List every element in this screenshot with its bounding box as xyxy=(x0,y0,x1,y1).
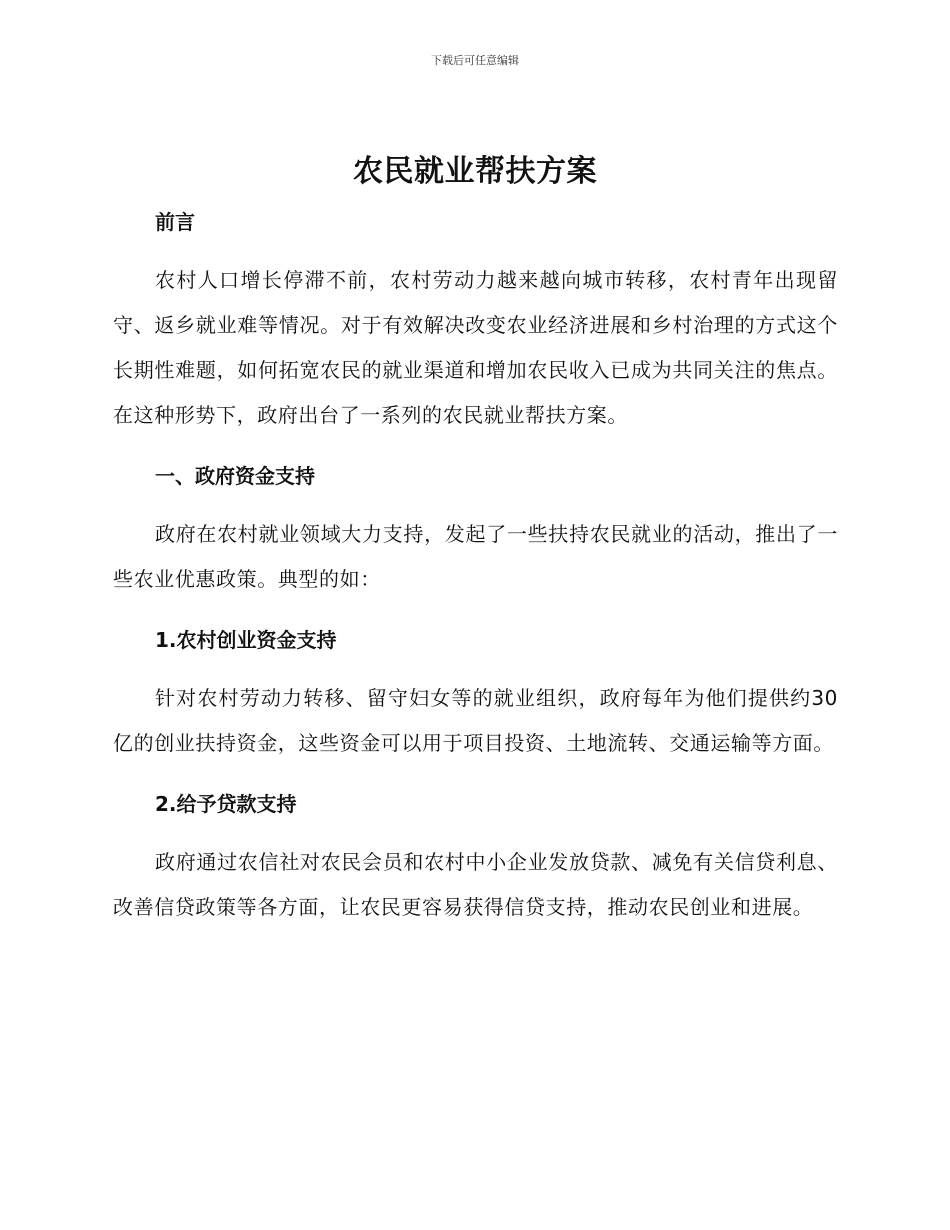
document-body xyxy=(113,200,838,930)
spacer xyxy=(113,827,838,840)
paragraph-startup-funding: 针对农村劳动力转移、留守妇女等的就业组织，政府每年为他们提供约30亿的创业扶持资金，这些资金可以用于项目投资、土地流转、交通运输等方面。 xyxy=(113,686,838,755)
spacer xyxy=(113,499,838,512)
spacer xyxy=(113,602,838,618)
subsection-heading-loan-support: 2.给予贷款支持 xyxy=(155,792,297,816)
paragraph-preface: 农村人口增长停滞不前，农村劳动力越来越向城市转移，农村青年出现留守、返乡就业难等情况。对于有效解决改变农业经济进展和乡村治理的方式这个长期性难题，如何拓宽农民的就业渠道和增加农民收入已成为共同关注的焦点。在这种形势下，政府出台了一系列的农民就业帮扶方案。 xyxy=(113,268,838,427)
page-header: 下载后可任意编辑 xyxy=(431,54,519,67)
spacer xyxy=(113,438,838,454)
subsection-heading-startup-funding: 1.农村创业资金支持 xyxy=(155,628,337,652)
document-title: 农民就业帮扶方案 xyxy=(353,154,597,189)
spacer xyxy=(113,245,838,258)
section-heading-preface: 前言 xyxy=(155,210,195,234)
paragraph-loan-support: 政府通过农信社对农民会员和农村中小企业发放贷款、减免有关信贷利息、改善信贷政策等各方面，让农民更容易获得信贷支持，推动农民创业和进展。 xyxy=(113,850,838,919)
section-heading-government-funding: 一、政府资金支持 xyxy=(155,464,315,488)
paragraph-government-funding: 政府在农村就业领域大力支持，发起了一些扶持农民就业的活动，推出了一些农业优惠政策。典型的如： xyxy=(113,522,838,591)
spacer xyxy=(113,766,838,782)
spacer xyxy=(113,663,838,676)
